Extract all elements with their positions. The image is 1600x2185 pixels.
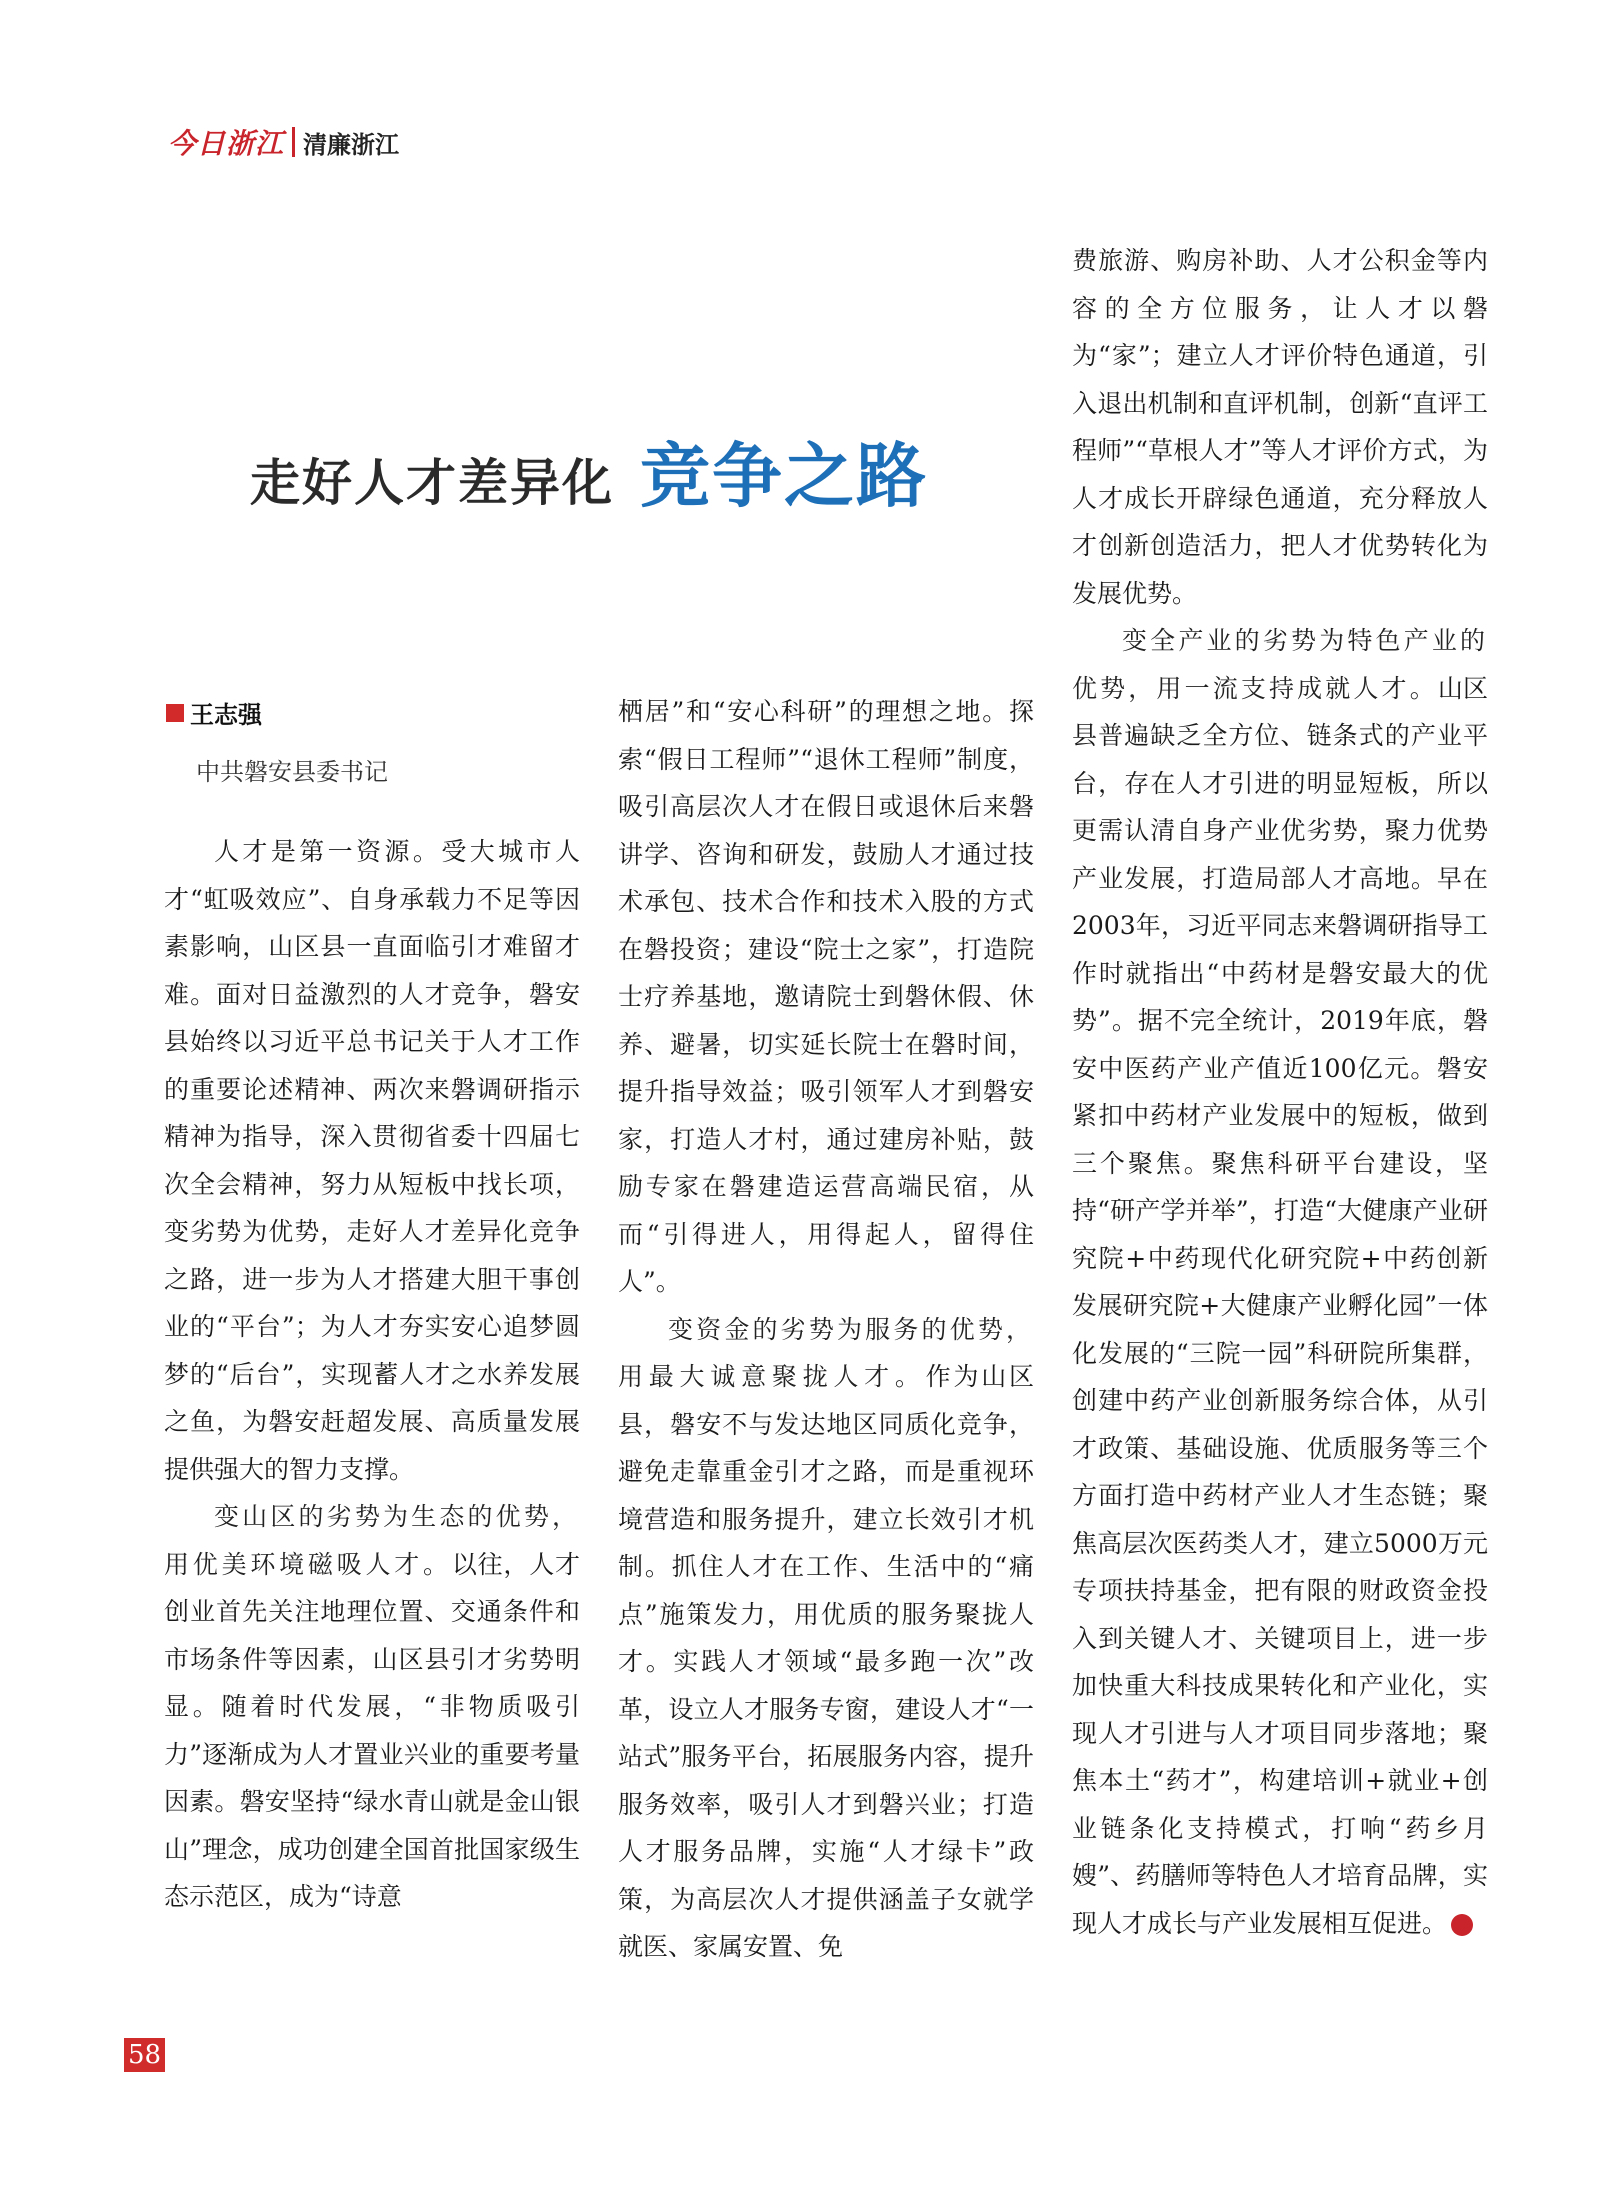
paragraph-lead: 变资金的劣势为服务的优势，用最大诚意聚拢人才。 <box>618 1314 1034 1391</box>
magazine-header <box>168 122 399 162</box>
author-block <box>166 695 388 787</box>
paragraph-lead: 变山区的劣势为生态的优势，用优美环境磁吸人才。 <box>164 1502 580 1579</box>
paragraph <box>618 1306 1034 1971</box>
paragraph: 栖居”和“安心科研”的理想之地。探索“假日工程师”“退休工程师”制度，吸引高层次人才在假日或退休后来磐讲学、咨询和研发，鼓励人才通过技术承包、技术合作和技术入股的方式在磐投资；建设“院士之家”，打造院士疗养基地，邀请院士到磐休假、休养、避暑，切实延长院士在磐时间，提升指导效益；吸引领军人才到磐安家，打造人才村，通过建房补贴，鼓励专家在磐建造运营高端民宿，从而“引得进人，用得起人，留得住人”。 <box>618 697 1034 1296</box>
paragraph: 人才是第一资源。受大城市人才“虹吸效应”、自身承载力不足等因素影响，山区县一直面临引才难留才难。面对日益激烈的人才竞争，磐安县始终以习近平总书记关于人才工作的重要论述精神、两次来磐调研指示精神为指导，深入贯彻省委十四届七次全会精神，努力从短板中找长项，变劣势为优势，走好人才差异化竞争之路，进一步为人才搭建大胆干事创业的“平台”；为人才夯实安心追梦圆梦的“后台”，实现蓄人才之水养发展之鱼，为磐安赶超发展、高质量发展提供强大的智力支撑。 <box>164 837 580 1484</box>
paragraph <box>1072 617 1516 1947</box>
paragraph: 费旅游、购房补助、人才公积金等内容的全方位服务，让人才以磐为“家”；建立人才评价特色通道，引入退出机制和直评机制，创新“直评工程师”“草根人才”等人才评价方式，为人才成长开辟绿色通道，充分释放人才创新创造活力，把人才优势转化为发展优势。 <box>1072 246 1488 608</box>
article-column-1 <box>164 828 580 1921</box>
paragraph-body: 以往，人才创业首先关注地理位置、交通条件和市场条件等因素，山区县引才劣势明显。随着时代发展，“非物质吸引力”逐渐成为人才置业兴业的重要考量因素。磐安坚持“绿水青山就是金山银山”理念，成功创建全国首批国家级生态示范区，成为“诗意 <box>164 1549 580 1911</box>
author-name: 王志强 <box>190 701 262 729</box>
author-name-row <box>166 695 388 730</box>
title-main: 走好人才差异化 <box>250 453 614 512</box>
author-position: 中共磐安县委书记 <box>196 758 388 786</box>
section-name: 清廉浙江 <box>303 130 400 159</box>
paragraph <box>164 1493 580 1921</box>
paragraph-body: 作为山区县，磐安不与发达地区同质化竞争，避免走靠重金引才之路，而是重视环境营造和服务提升，建立长效引才机制。抓住人才在工作、生活中的“痛点”施策发力，用优质的服务聚拢人才。实践人才领域“最多跑一次”改革，设立人才服务专窗，建设人才“一站式”服务平台，拓展服务内容，提升服务效率，吸引人才到磐兴业；打造人才服务品牌，实施“人才绿卡”政策，为高层次人才提供涵盖子女就学就医、家属安置、免 <box>618 1362 1034 1961</box>
header-divider <box>292 127 295 157</box>
article-column-2 <box>618 688 1034 1971</box>
article-title <box>250 420 928 521</box>
author-marker-icon <box>166 704 184 722</box>
article-column-3 <box>1072 237 1516 1947</box>
paragraph-body: 山区县普遍缺乏全方位、链条式的产业平台，存在人才引进的明显短板，所以更需认清自身产业优劣势，聚力优势产业发展，打造局部人才高地。早在2003年，习近平同志来磐调研指导工作时就指出“中药材是磐安最大的优势”。据不完全统计，2019年底，磐安中医药产业产值近100亿元。磐安紧扣中药材产业发展中的短板，做到三个聚焦。聚焦科研平台建设，坚持“研产学并举”，打造“大健康产业研究院+中药现代化研究院+中药创新发展研究院+大健康产业孵化园”一体化发展的“三院一园”科研院所集群，创建中药产业创新服务综合体，从引才政策、基础设施、优质服务等三个方面打造中药材产业人才生态链；聚焦高层次医药类人才，建立5000万元专项扶持基金，把有限的财政资金投入到关键人才、关键项目上，进一步加快重大科技成果转化和产业化，实现人才引进与人才项目同步落地；聚焦本土“药才”，构建培训+就业+创业链条化支持模式，打响“药乡月嫂”、药膳师等特色人才培育品牌，实现人才成长与产业发展相互促进。 <box>1072 673 1488 1938</box>
page-number: 58 <box>124 2038 165 2072</box>
paragraph-lead: 变全产业的劣势为特色产业的优势，用一流支持成就人才。 <box>1072 626 1488 703</box>
end-mark-icon: 今 <box>1451 1914 1473 1936</box>
title-accent: 竞争之路 <box>640 435 928 517</box>
magazine-logo: 今日浙江 <box>168 127 285 160</box>
